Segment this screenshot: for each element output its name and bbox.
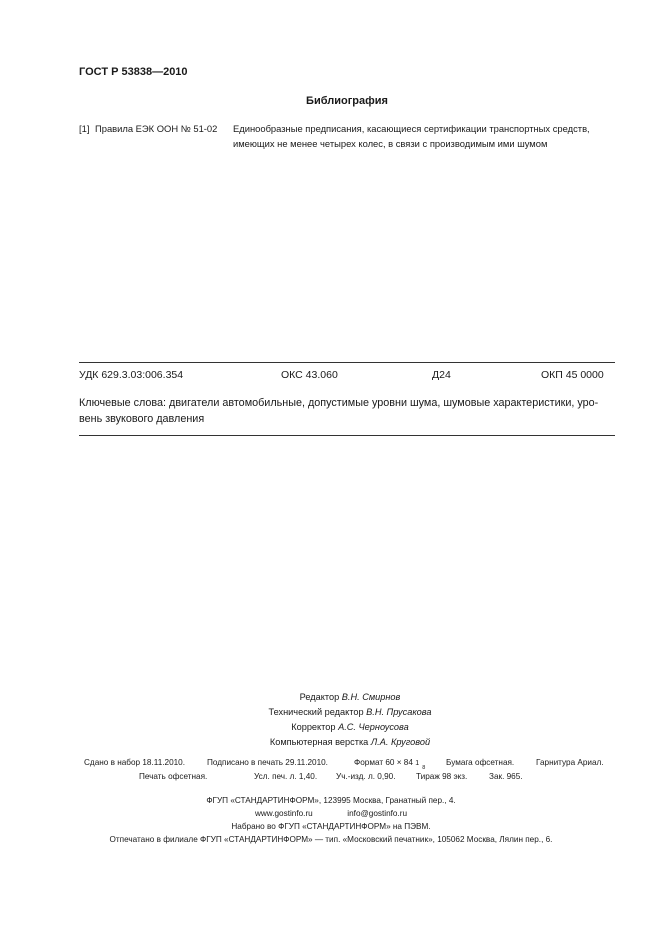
pub-format [354,758,426,771]
pub-format-label: Формат 60 × 84 [354,758,413,767]
pub-uch: Уч.-изд. л. 0,90. [336,772,396,781]
pub-font: Гарнитура Ариал. [536,758,604,767]
footer-email: info@gostinfo.ru [347,809,408,818]
staff-corrector [0,722,661,732]
staff-tech-editor [0,707,661,717]
footer-site: www.gostinfo.ru [254,809,313,818]
okp-code: ОКП 45 0000 [541,369,604,381]
pub-usl: Усл. печ. л. 1,40. [254,772,318,781]
udk-code: УДК 629.3.03:006.354 [79,369,184,381]
format-fraction [415,760,426,771]
pub-tirazh: Тираж 98 экз. [416,772,468,781]
staff-name: В.Н. Смирнов [341,692,401,702]
divider-bottom [79,435,615,436]
staff-role: Корректор [291,722,336,732]
staff-role: Редактор [299,692,340,702]
oks-code: ОКС 43.060 [281,369,338,381]
footer-printed: Отпечатано в филиале ФГУП «СТАНДАРТИНФОРМ» — тип. «Московский печатник», 105062 Москва, Лялин пер., 6. [109,835,553,844]
staff-layout [0,737,661,747]
footer-publisher: ФГУП «СТАНДАРТИНФОРМ», 123995 Москва, Гранатный пер., 4. [206,796,456,805]
staff-name: Л.А. Круговой [370,737,431,747]
pub-print: Печать офсетная. [139,772,208,781]
footer-contacts [0,809,661,818]
staff-name: В.Н. Прусакова [366,707,432,717]
format-fraction-den: 8 [422,765,426,771]
pub-paper: Бумага офсетная. [446,758,515,767]
keywords: Ключевые слова: двигатели автомобильные, допустимые уровни шума, шумовые характеристики, уро-вень звукового давления [79,397,599,425]
staff-editor [0,692,661,702]
format-fraction-num: 1 [415,760,420,767]
pub-order: Зак. 965. [489,772,523,781]
standard-number: ГОСТ Р 53838—2010 [79,66,188,78]
staff-role: Компьютерная верстка [269,737,369,747]
footer-typeset: Набрано во ФГУП «СТАНДАРТИНФОРМ» на ПЭВМ. [231,822,431,831]
bibliography-entry-source: Правила ЕЭК ООН № 51-02 [95,123,218,134]
pub-sent: Сдано в набор 18.11.2010. [84,758,186,767]
bibliography-entry-number: [1] [79,123,90,134]
staff-name: А.С. Черноусова [338,722,409,732]
d-code: Д24 [432,369,451,381]
bibliography-entry-description: Единообразные предписания, касающиеся сертификации транспортных средств, имеющих не менее четырех колес, в связи с производимым ими шумом [233,123,590,149]
bibliography-title: Библиография [306,95,388,107]
pub-signed: Подписано в печать 29.11.2010. [207,758,328,767]
staff-role: Технический редактор [268,707,364,717]
divider-top [79,362,615,363]
